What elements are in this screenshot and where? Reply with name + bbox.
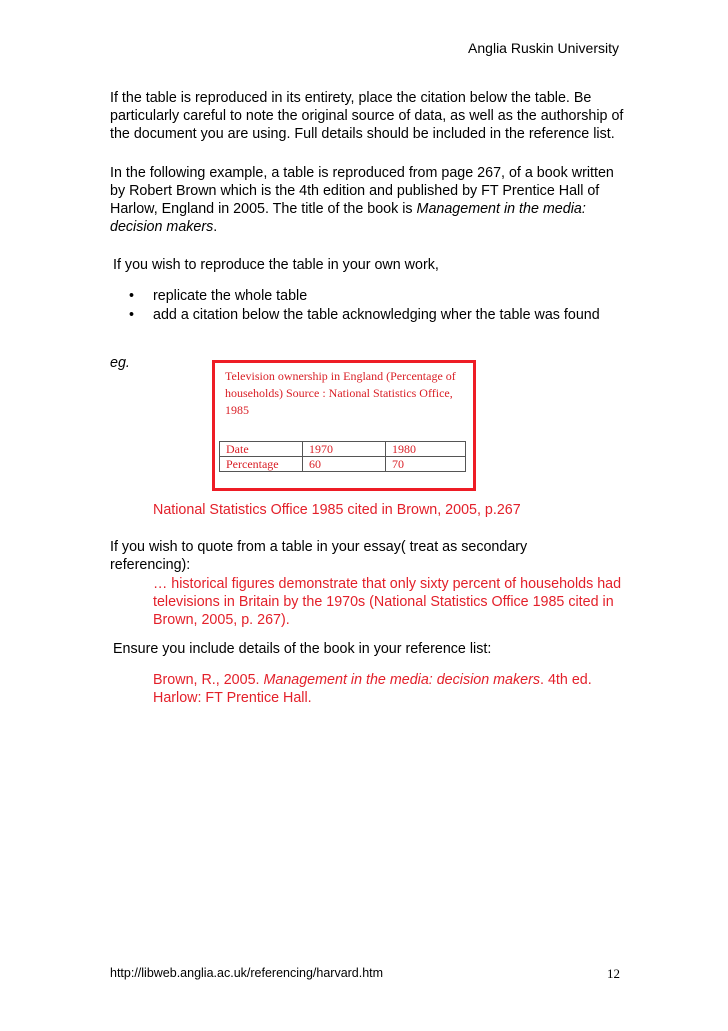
footer-url: http://libweb.anglia.ac.uk/referencing/harvard.htm bbox=[110, 966, 384, 980]
table-citation: National Statistics Office 1985 cited in Brown, 2005, p.267 bbox=[153, 502, 521, 518]
quote-text: … historical figures demonstrate that only sixty percent of households had televisions in Britain by the 1970s (National Statistics Office 1985 cited in Brown, 2005, p. 267). bbox=[153, 576, 622, 628]
example-table-box bbox=[212, 360, 476, 491]
example-lead-text: In the following example, a table is reproduced from page 267, of a book written by Robert Brown which is the 4th edition and published by FT Prentice Hall of Harlow, England in 2005. The title of the book is bbox=[110, 165, 614, 217]
table-cell: 70 bbox=[386, 457, 466, 472]
table-cell: 1970 bbox=[303, 442, 386, 457]
paragraph-ensure: Ensure you include details of the book in your reference list: bbox=[113, 641, 492, 657]
paragraph-intro: If the table is reproduced in its entirety, place the citation below the table. Be particularly careful to note the original source of data, as well as the authorship of the document you are using. Full details should be included in the reference list. bbox=[110, 90, 624, 142]
header-institution: Anglia Ruskin University bbox=[468, 40, 619, 56]
bullet-item: • replicate the whole table bbox=[125, 287, 645, 306]
table-row bbox=[220, 442, 466, 457]
book-title: Management in the media: decision makers bbox=[110, 201, 586, 235]
bullet-list bbox=[125, 287, 645, 324]
reference-rest: . 4th ed. Harlow: FT Prentice Hall. bbox=[153, 672, 592, 706]
table-caption: Television ownership in England (Percentage of households) Source : National Statistics Office, 1985 bbox=[225, 369, 456, 417]
example-end-text: . bbox=[213, 219, 218, 235]
table-cell: 60 bbox=[303, 457, 386, 472]
reference-author-year: Brown, R., 2005. bbox=[153, 672, 264, 688]
table-cell: 1980 bbox=[386, 442, 466, 457]
paragraph-example-description bbox=[110, 164, 626, 236]
table-row bbox=[220, 457, 466, 472]
bullet-item: • add a citation below the table acknowledging wher the table was found bbox=[125, 306, 645, 325]
table-cell: Percentage bbox=[220, 457, 303, 472]
example-data-table bbox=[219, 441, 466, 472]
paragraph-quote-intro: If you wish to quote from a table in your essay( treat as secondary referencing): bbox=[110, 539, 528, 573]
reference-title: Management in the media: decision makers bbox=[263, 672, 541, 688]
paragraph-reproduce: If you wish to reproduce the table in your own work, bbox=[113, 257, 439, 273]
table-cell: Date bbox=[220, 442, 303, 457]
reference-entry bbox=[153, 671, 623, 707]
example-label: eg. bbox=[110, 355, 130, 371]
page-number: 12 bbox=[607, 966, 620, 981]
